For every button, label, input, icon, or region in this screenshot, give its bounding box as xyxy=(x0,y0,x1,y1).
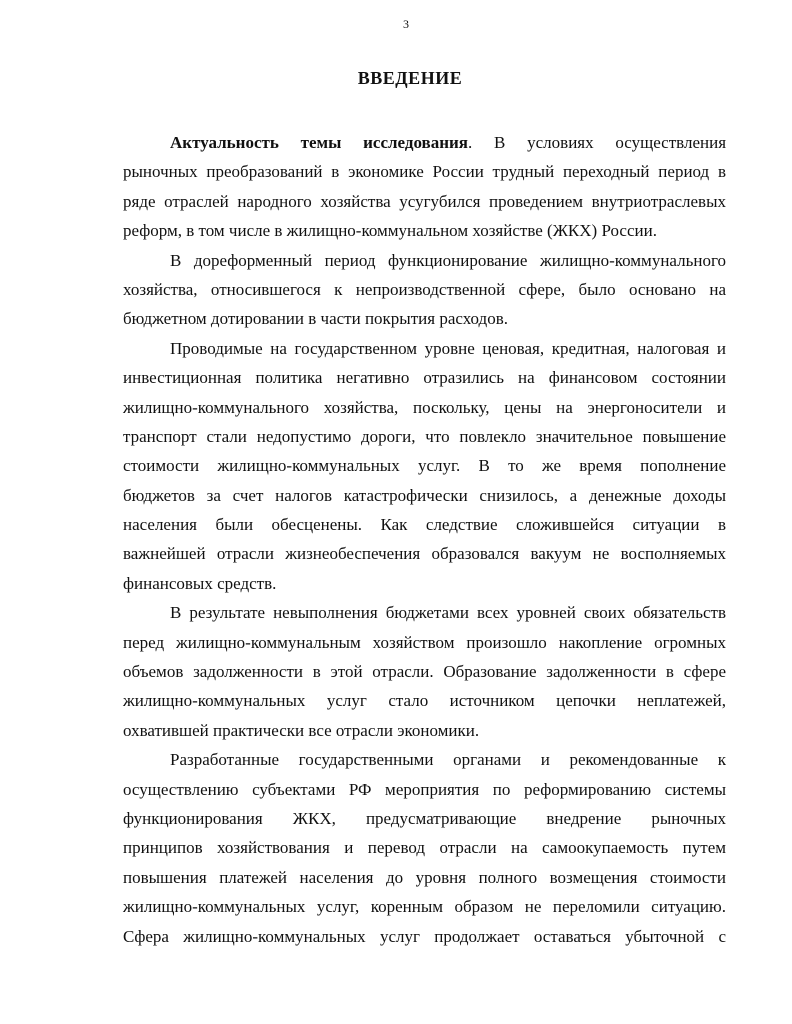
text-line: Разработанные государственными органами и рекомендованные к xyxy=(170,750,726,770)
text-line: бюджетном дотировании в части покрытия расходов. xyxy=(123,309,508,329)
text-line: принципов хозяйствования и перевод отрасли на самоокупаемость путем xyxy=(123,838,726,858)
text-line: Сфера жилищно-коммунальных услуг продолжает оставаться убыточной с xyxy=(123,926,726,946)
text-line: перед жилищно-коммунальным хозяйством произошло накопление огромных xyxy=(123,632,726,652)
document-body xyxy=(123,128,726,951)
paragraph xyxy=(123,598,726,745)
paragraph xyxy=(123,745,726,951)
text-line: хозяйства, относившегося к непроизводственной сфере, было основано на xyxy=(123,279,726,299)
text-line: финансовых средств. xyxy=(123,573,277,593)
text-line: жилищно-коммунальных услуг, коренным образом не переломили ситуацию. xyxy=(123,897,726,917)
page-number: 3 xyxy=(403,17,409,31)
paragraph xyxy=(123,246,726,334)
text-line: повышения платежей населения до уровня полного возмещения стоимости xyxy=(123,867,726,887)
text-line: инвестиционная политика негативно отразились на финансовом состоянии xyxy=(123,368,726,388)
relevance-heading: Актуальность темы исследования xyxy=(170,133,469,152)
text-line: реформ, в том числе в жилищно-коммунальном хозяйстве (ЖКХ) России. xyxy=(123,221,657,241)
text-line: функционирования ЖКХ, предусматривающие внедрение рыночных xyxy=(123,808,726,828)
section-title: ВВЕДЕНИЕ xyxy=(357,68,463,88)
text-line: В дореформенный период функционирование жилищно-коммунального xyxy=(170,250,726,270)
text-line: бюджетов за счет налогов катастрофически снизилось, а денежные доходы xyxy=(123,485,726,505)
paragraph xyxy=(123,334,726,599)
text-line: охватившей практически все отрасли экономики. xyxy=(123,720,480,740)
text-run: . В условиях осуществления xyxy=(468,133,727,152)
text-line: Проводимые на государственном уровне ценовая, кредитная, налоговая и xyxy=(170,338,726,358)
text-line: рыночных преобразований в экономике России трудный переходный период в xyxy=(123,162,726,182)
text-line: объемов задолженности в этой отрасли. Образование задолженности в сфере xyxy=(123,662,726,682)
text-line: транспорт стали недопустимо дороги, что повлекло значительное повышение xyxy=(123,426,726,446)
text-line: ряде отраслей народного хозяйства усугубился проведением внутриотраслевых xyxy=(123,191,726,211)
text-line xyxy=(123,128,726,157)
text-line: жилищно-коммунальных услуг стало источником цепочки неплатежей, xyxy=(123,691,726,711)
paragraph-relevance xyxy=(123,128,726,246)
text-line: важнейшей отрасли жизнеобеспечения образовался вакуум не восполняемых xyxy=(123,544,726,564)
text-line: осуществлению субъектами РФ мероприятия по реформированию системы xyxy=(123,779,726,799)
text-line: стоимости жилищно-коммунальных услуг. В то же время пополнение xyxy=(123,456,726,476)
text-line: жилищно-коммунального хозяйства, поскольку, цены на энергоносители и xyxy=(123,397,726,417)
text-line: населения были обесценены. Как следствие сложившейся ситуации в xyxy=(123,515,726,535)
text-line: В результате невыполнения бюджетами всех уровней своих обязательств xyxy=(170,603,726,623)
